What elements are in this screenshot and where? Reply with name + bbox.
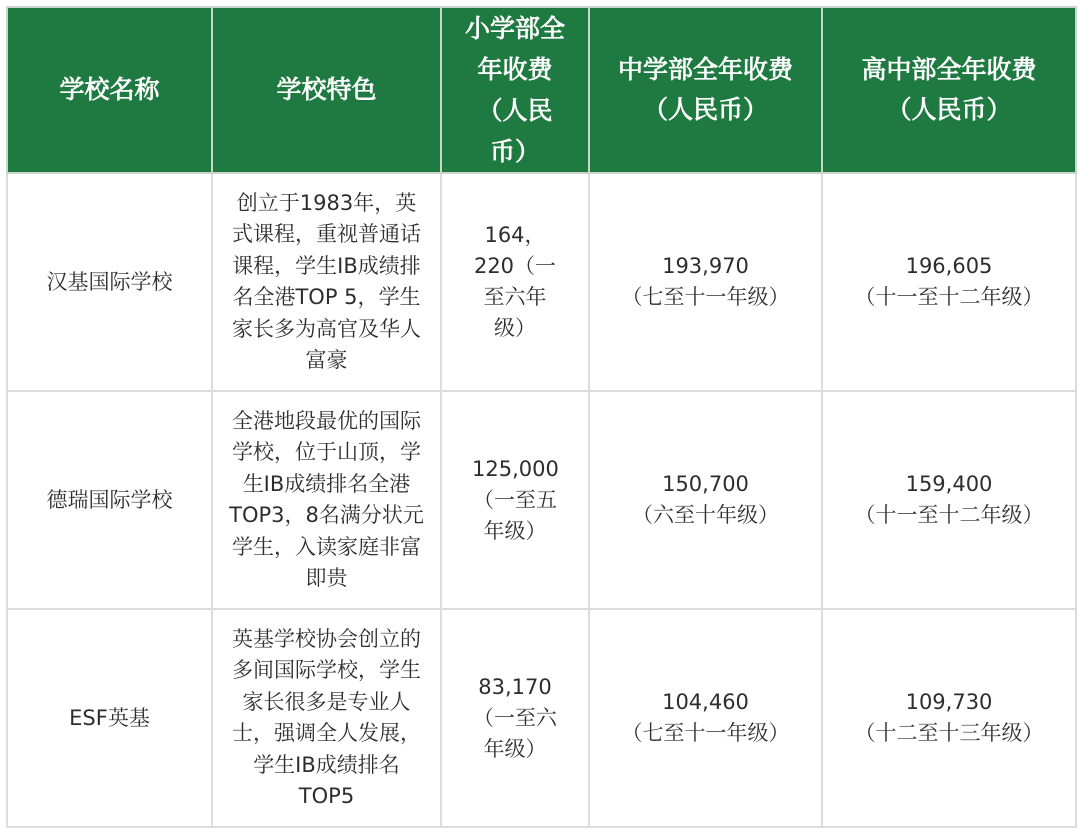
school-feature-cell: 英基学校协会创立的多间国际学校，学生家长很多是专业人士，强调全人发展，学生IB成绩排名TOP5 — [212, 609, 441, 827]
middle-fee-value: 193,970 — [662, 254, 749, 278]
primary-fee-cell — [441, 391, 589, 609]
header-high-fee — [822, 7, 1076, 173]
header-row — [7, 7, 1076, 173]
table-row — [7, 391, 1076, 609]
high-fee-value: 109,730 — [905, 690, 993, 714]
middle-fee-grade: （七至十一年级） — [621, 285, 790, 309]
header-school-feature: 学校特色 — [212, 7, 441, 173]
high-fee-value: 159,400 — [905, 472, 993, 496]
school-name-cell: ESF英基 — [7, 609, 212, 827]
high-fee-cell — [822, 609, 1076, 827]
primary-fee-grade: （一至六年级） — [473, 705, 557, 761]
middle-fee-grade: （七至十一年级） — [621, 721, 790, 745]
table-body — [7, 173, 1076, 827]
middle-fee-cell — [589, 391, 822, 609]
middle-fee-cell — [589, 173, 822, 391]
high-fee-grade: （十二至十三年级） — [854, 721, 1044, 745]
high-fee-grade: （十一至十二年级） — [854, 503, 1044, 527]
high-fee-cell — [822, 391, 1076, 609]
primary-fee-value: 125,000 — [472, 456, 559, 481]
high-fee-grade: （十一至十二年级） — [854, 285, 1044, 309]
school-name-cell: 德瑞国际学校 — [7, 391, 212, 609]
table-row — [7, 173, 1076, 391]
table-row — [7, 609, 1076, 827]
high-fee-value: 196,605 — [905, 254, 993, 278]
primary-fee-grade: （一至六年级） — [483, 254, 557, 340]
high-fee-cell — [822, 173, 1076, 391]
primary-fee-cell — [441, 173, 589, 391]
table-header — [7, 7, 1076, 173]
primary-fee-value: 164，220 — [473, 223, 546, 278]
school-feature-cell: 创立于1983年，英式课程，重视普通话课程，学生IB成绩排名全港TOP 5，学生家长多为高官及华人富豪 — [212, 173, 441, 391]
header-middle-fee-title: 中学部全年收费 — [617, 55, 793, 84]
header-middle-fee-unit: （人民币） — [642, 95, 768, 124]
primary-fee-cell — [441, 609, 589, 827]
header-primary-fee: 小学部全年收费（人民币） — [441, 7, 589, 173]
primary-fee-value: 83,170 — [478, 674, 552, 699]
header-high-fee-title: 高中部全年收费 — [861, 55, 1037, 84]
school-fee-table — [6, 6, 1077, 828]
middle-fee-value: 150,700 — [662, 472, 749, 496]
primary-fee-grade: （一至五年级） — [473, 487, 557, 543]
middle-fee-cell — [589, 609, 822, 827]
header-middle-fee — [589, 7, 822, 173]
middle-fee-value: 104,460 — [662, 690, 749, 714]
school-name-cell: 汉基国际学校 — [7, 173, 212, 391]
school-feature-cell: 全港地段最优的国际学校，位于山顶，学生IB成绩排名全港TOP3，8名满分状元学生，入读家庭非富即贵 — [212, 391, 441, 609]
middle-fee-grade: （六至十年级） — [632, 503, 779, 527]
header-high-fee-unit: （人民币） — [886, 95, 1012, 124]
header-school-name: 学校名称 — [7, 7, 212, 173]
